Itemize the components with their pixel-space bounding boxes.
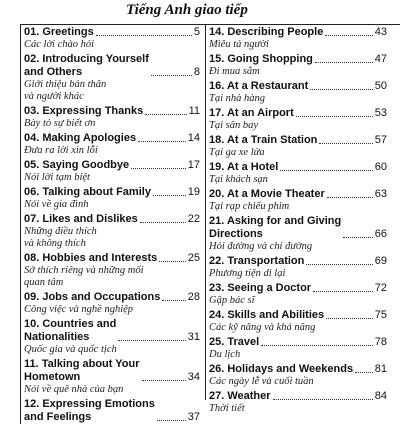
toc-entry[interactable]	[24, 132, 200, 157]
toc-entry-subtitle: Du lịch	[209, 349, 241, 360]
toc-entry-page-number: 69	[374, 255, 387, 267]
toc-entry-page-number: 25	[187, 252, 200, 264]
toc-entry-heading	[209, 188, 387, 201]
toc-entry-subtitle: Tại khách sạn	[209, 174, 268, 185]
toc-entry-page-number: 37	[187, 411, 200, 423]
toc-entry-title: 03. Expressing Thanks	[24, 105, 144, 117]
toc-entry-title: 14. Describing People	[209, 26, 324, 38]
dot-leader	[280, 170, 372, 171]
toc-entry-heading	[24, 252, 200, 265]
dot-leader	[319, 143, 372, 144]
toc-entry-title: 21. Asking for and Giving Directions	[209, 215, 342, 240]
toc-entry-heading	[209, 107, 387, 120]
toc-entry-heading	[24, 398, 200, 424]
dot-leader	[151, 75, 192, 76]
dot-leader	[296, 116, 373, 117]
toc-entry-title: 05. Saying Goodbye	[24, 159, 130, 171]
dot-leader	[310, 89, 373, 90]
toc-entry-subtitle: Tại sân bay	[209, 120, 259, 131]
toc-entry-heading	[24, 159, 200, 172]
toc-entry-title: 01. Greetings	[24, 26, 94, 38]
toc-entry-title: 22. Transportation	[209, 255, 305, 267]
toc-entry[interactable]	[24, 105, 200, 130]
toc-entry-title: 02. Introducing Yourself and Others	[24, 53, 149, 78]
dot-leader	[162, 300, 185, 301]
toc-entry-subtitle: Miêu tả người	[209, 39, 269, 50]
toc-entry-page-number: 8	[193, 66, 200, 78]
toc-entry-page-number: 75	[374, 309, 387, 321]
toc-entry-subtitle: Các ngày lễ và cuối tuần	[209, 376, 314, 387]
toc-entry[interactable]	[209, 80, 387, 105]
dot-leader	[131, 168, 186, 169]
toc-entry-heading	[209, 134, 387, 147]
toc-entry-title: 08. Hobbies and Interests	[24, 252, 158, 264]
toc-entry-page-number: 31	[187, 331, 200, 343]
dot-leader	[140, 222, 186, 223]
toc-entry-subtitle: Quốc gia và quốc tịch	[24, 344, 117, 355]
toc-entry-title: 27. Weather	[209, 390, 271, 402]
toc-entry-subtitle: Nói về gia đình	[24, 199, 89, 210]
toc-entry-heading	[209, 26, 387, 39]
dot-leader	[315, 62, 373, 63]
toc-entry-title: 15. Going Shopping	[209, 53, 313, 65]
dot-leader	[96, 35, 192, 36]
dot-leader	[306, 264, 372, 265]
toc-entry-subtitle: Tại rạp chiếu phim	[209, 201, 290, 212]
toc-entry-subtitle: Hỏi đường và chỉ đường	[209, 241, 313, 252]
toc-entry[interactable]	[209, 282, 387, 307]
toc-entry[interactable]	[209, 363, 387, 388]
toc-entry-subtitle: Các kỹ năng và khả năng	[209, 322, 316, 333]
toc-entry-page-number: 53	[374, 107, 387, 119]
toc-entry-heading	[24, 26, 200, 39]
toc-entry-page-number: 66	[374, 228, 387, 240]
dot-leader	[327, 197, 373, 198]
toc-entry-heading	[24, 186, 200, 199]
toc-entry[interactable]	[209, 390, 387, 415]
toc-entry-title: 17. At an Airport	[209, 107, 294, 119]
toc-right-column	[209, 26, 387, 417]
toc-entry-subtitle: Nói về quê nhà của bạn	[24, 384, 124, 395]
toc-entry-title: 07. Likes and Dislikes	[24, 213, 138, 225]
dot-leader	[326, 318, 373, 319]
toc-entry-page-number: 28	[187, 291, 200, 303]
toc-entry-subtitle: Bày tỏ sự biết ơn	[24, 118, 96, 129]
toc-entry-subtitle: Phương tiện di lại	[209, 268, 286, 279]
toc-entry-page-number: 78	[374, 336, 387, 348]
toc-entry[interactable]	[24, 252, 200, 289]
toc-entry-heading	[209, 363, 387, 376]
toc-entry-page-number: 84	[374, 390, 387, 402]
toc-entry[interactable]	[209, 309, 387, 334]
toc-entry[interactable]	[24, 358, 200, 396]
toc-entry-subtitle: Gặp bác sĩ	[209, 295, 255, 306]
toc-entry-subtitle: Đưa ra lời xin lỗi	[24, 145, 98, 156]
toc-entry-page-number: 60	[374, 161, 387, 173]
toc-entry-title: 23. Seeing a Doctor	[209, 282, 312, 294]
dot-leader	[261, 345, 373, 346]
toc-entry-heading	[24, 318, 200, 344]
toc-entry-page-number: 17	[187, 159, 200, 171]
toc-entry-page-number: 47	[374, 53, 387, 65]
toc-entry-subtitle: Các lời chào hỏi	[24, 39, 95, 50]
toc-entry[interactable]	[209, 255, 387, 280]
toc-entry-page-number: 72	[374, 282, 387, 294]
toc-entry-title: 24. Skills and Abilities	[209, 309, 325, 321]
toc-entry-heading	[24, 53, 200, 79]
toc-entry-heading	[24, 213, 200, 226]
toc-entry-subtitle: Công việc và nghề nghiệp	[24, 304, 134, 315]
dot-leader	[159, 261, 185, 262]
toc-entry-title: 09. Jobs and Occupations	[24, 291, 161, 303]
dot-leader	[145, 114, 186, 115]
toc-entry-page-number: 34	[187, 371, 200, 383]
toc-entry-subtitle: Đi mua sắm	[209, 66, 260, 77]
toc-entry[interactable]	[209, 53, 387, 78]
toc-entry-title: 20. At a Movie Theater	[209, 188, 325, 200]
toc-entry-heading	[24, 132, 200, 145]
dot-leader	[157, 420, 186, 421]
toc-entry-heading	[209, 309, 387, 322]
toc-entry[interactable]	[24, 53, 200, 103]
toc-entry[interactable]	[24, 186, 200, 211]
dot-leader	[355, 372, 373, 373]
toc-entry[interactable]	[209, 26, 387, 51]
toc-entry-subtitle: Những điều thích và không thích	[24, 226, 97, 249]
toc-entry[interactable]	[24, 318, 200, 356]
dot-leader	[142, 380, 186, 381]
toc-entry-heading	[209, 390, 387, 403]
toc-entry-page-number: 11	[188, 105, 200, 117]
toc-entry-subtitle: Tại ga xe lửa	[209, 147, 265, 158]
toc-entry-page-number: 14	[187, 132, 200, 144]
toc-entry-heading	[209, 255, 387, 268]
toc-entry-page-number: 22	[187, 213, 200, 225]
toc-entry[interactable]	[24, 398, 200, 424]
toc-entry[interactable]	[209, 161, 387, 186]
toc-entry-page-number: 57	[374, 134, 387, 146]
book-title: Tiếng Anh giao tiếp	[126, 2, 248, 18]
toc-left-column	[24, 26, 200, 426]
dot-leader	[313, 291, 373, 292]
column-divider	[205, 24, 206, 400]
toc-entry-title: 16. At a Restaurant	[209, 80, 309, 92]
dot-leader	[118, 340, 185, 341]
toc-entry[interactable]	[24, 291, 200, 316]
toc-entry-heading	[209, 161, 387, 174]
toc-entry-page-number: 63	[374, 188, 387, 200]
toc-entry-page-number: 19	[187, 186, 200, 198]
toc-entry-heading	[209, 53, 387, 66]
toc-entry-title: 18. At a Train Station	[209, 134, 318, 146]
toc-entry-page-number: 50	[374, 80, 387, 92]
toc-entry-heading	[209, 336, 387, 349]
toc-entry-title: 12. Expressing Emotions and Feelings	[24, 398, 155, 423]
toc-entry-heading	[209, 282, 387, 295]
toc-entry[interactable]	[209, 188, 387, 213]
toc-entry-title: 06. Talking about Family	[24, 186, 151, 198]
toc-entry[interactable]	[24, 213, 200, 250]
toc-entry-heading	[209, 215, 387, 241]
dot-leader	[325, 35, 372, 36]
toc-entry-heading	[209, 80, 387, 93]
toc-entry-title: 10. Countries and Nationalities	[24, 318, 117, 343]
toc-entry-subtitle: Nói lời tạm biệt	[24, 172, 90, 183]
toc-entry-heading	[24, 358, 200, 384]
dot-leader	[153, 195, 186, 196]
toc-entry[interactable]	[209, 134, 387, 159]
toc-entry[interactable]	[24, 26, 200, 51]
toc-entry-subtitle: Thời tiết	[209, 403, 245, 414]
dot-leader	[138, 141, 186, 142]
toc-entry[interactable]	[209, 215, 387, 253]
dot-leader	[343, 237, 373, 238]
toc-entry-heading	[24, 105, 200, 118]
toc-entry-subtitle: Sở thích riêng và những mối quan tâm	[24, 265, 144, 288]
toc-entry-heading	[24, 291, 200, 304]
toc-entry[interactable]	[24, 159, 200, 184]
toc-entry-title: 19. At a Hotel	[209, 161, 279, 173]
toc-entry-title: 04. Making Apologies	[24, 132, 137, 144]
toc-entry-title: 25. Travel	[209, 336, 260, 348]
toc-entry-title: 11. Talking about Your Hometown	[24, 358, 140, 383]
toc-entry-page-number: 81	[374, 363, 387, 375]
toc-entry-page-number: 43	[374, 26, 387, 38]
toc-entry[interactable]	[209, 107, 387, 132]
toc-entry-subtitle: Giới thiệu bản thân và người khác	[24, 79, 107, 102]
toc-entry-page-number: 5	[193, 26, 200, 38]
toc-entry-subtitle: Tại nhà hàng	[209, 93, 266, 104]
toc-entry[interactable]	[209, 336, 387, 361]
toc-entry-title: 26. Holidays and Weekends	[209, 363, 354, 375]
